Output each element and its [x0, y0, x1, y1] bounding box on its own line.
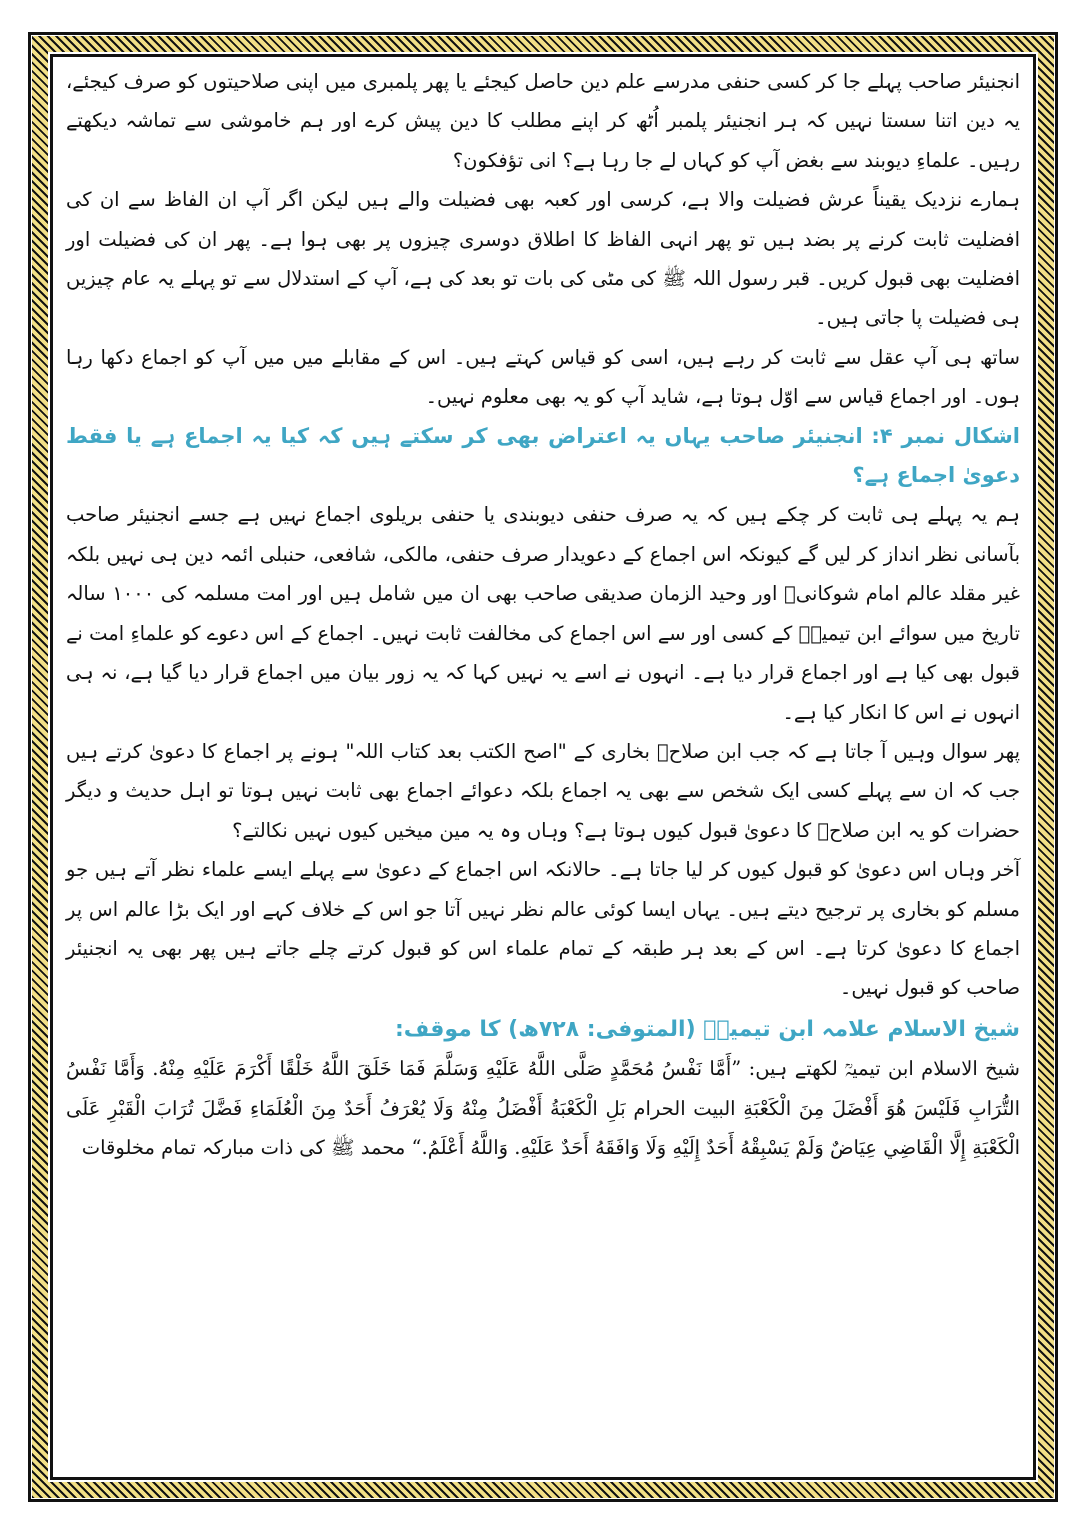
heading-ibn-taymiyyah: شیخ الاسلام علامہ ابن تیمیہؒ (المتوفی: ۷۲۸ھ) کا موقف:	[394, 1016, 1020, 1042]
heading-ishkal-4: اشکال نمبر ۴: انجنیئر صاحب یہاں یہ اعتراض بھی کر سکتے ہیں کہ کیا یہ اجماع ہے یا فقط دعویٰ اجماع ہے؟	[66, 423, 1020, 488]
paragraph-6: آخر وہاں اس دعویٰ کو قبول کیوں کر لیا جاتا ہے۔ حالانکہ اس اجماع کے دعویٰ سے پہلے ایسے علماء نظر آتے ہیں جو مسلم کو بخاری پر ترجیح دیتے ہیں۔ یہاں ایسا کوئی عالم نظر نہیں آتا جو اس کے خلاف کہے اور ایک بڑا عالم اس پر اجماع کا دعویٰ کرتا ہے۔ اس کے بعد ہر طبقہ کے تمام علماء اس کو قبول کرتے چلے جاتے ہیں پھر بھی یہ انجنیئر صاحب کو قبول نہیں۔	[66, 858, 1020, 1000]
quote-ibn-taymiyyah: شیخ الاسلام ابن تیمیہؒ لکھتے ہیں: ”أَمَّا نَفْسُ مُحَمَّدٍ صَلَّى اللَّهُ عَلَيْهِ وَسَلَّمَ فَمَا خَلَقَ اللَّهُ خَلْقًا أَكْرَمَ عَلَيْهِ مِنْهُ. وَأَمَّا نَفْسُ التُّرَابِ فَلَيْسَ هُوَ أَفْضَلَ مِنَ الْكَعْبَةِ البيت الحرام بَلِ الْكَعْبَةُ أَفْضَلُ مِنْهُ وَلَا يُعْرَفُ أَحَدٌ مِنَ الْعُلَمَاءِ فَضَّلَ تُرَابَ الْقَبْرِ عَلَى الْكَعْبَةِ إِلَّا الْقَاضِي عِيَاضٌ وَلَمْ يَسْبِقْهُ أَحَدٌ إِلَيْهِ وَلَا وَافَقَهُ أَحَدٌ عَلَيْهِ. وَاللَّهُ أَعْلَمُ.“ محمد ﷺ کی ذات مبارکہ تمام مخلوقات	[66, 1057, 1020, 1159]
paragraph-1: انجنیئر صاحب پہلے جا کر کسی حنفی مدرسے علم دین حاصل کیجئے یا پھر پلمبری میں اپنی صلاحیتوں کو صرف کیجئے، یہ دین اتنا سستا نہیں کہ ہر انجنیئر پلمبر اُٹھ کر اپنے مطلب کا دین پیش کرے اور ہم خاموشی سے تماشہ دیکھتے رہیں۔ علماءِ دیوبند سے بغض آپ کو کہاں لے جا رہا ہے؟ انی تؤفکون؟	[66, 70, 1020, 172]
paragraph-5: پھر سوال وہیں آ جاتا ہے کہ جب ابن صلاحؒ بخاری کے "اصح الکتب بعد کتاب اللہ" ہونے پر اجماع کا دعویٰ کرتے ہیں جب کہ ان سے پہلے کسی ایک شخص سے بھی یہ اجماع بلکہ دعوائے اجماع بھی ثابت نہیں ہوتا تو اہل حدیث و دیگر حضرات کو یہ ابن صلاحؒ کا دعویٰ قبول کیوں ہوتا ہے؟ وہاں وہ یہ مین میخیں کیوں نہیں نکالتے؟	[66, 739, 1020, 842]
paragraph-4: ہم یہ پہلے ہی ثابت کر چکے ہیں کہ یہ صرف حنفی دیوبندی یا حنفی بریلوی اجماع نہیں ہے جسے انجنیئر صاحب بآسانی نظر انداز کر لیں گے کیونکہ اس اجماع کے دعویدار صرف حنفی، مالکی، شافعی، حنبلی ائمہ دین ہی نہیں بلکہ غیر مقلد عالم امام شوکانیؒ اور وحید الزمان صدیقی صاحب بھی ان میں شامل ہیں اور امت مسلمہ کی ۱۰۰۰ سالہ تاریخ میں سوائے ابن تیمیہؒ کے کسی اور سے اس اجماع کی مخالفت ثابت نہیں۔ اجماع کے اس دعوے کو علماءِ امت نے قبول بھی کیا ہے اور اجماع قرار دیا ہے۔ انہوں نے اسے یہ نہیں کہا کہ یہ زور بیان میں اجماع قرار دیا گیا ہے، نہ ہی انہوں نے اس کا انکار کیا ہے۔	[66, 503, 1020, 724]
paragraph-2: ہمارے نزدیک یقیناً عرش فضیلت والا ہے، کرسی اور کعبہ بھی فضیلت والے ہیں لیکن اگر آپ ان الفاظ سے ان کی افضلیت ثابت کرنے پر بضد ہیں تو پھر انہی الفاظ کا اطلاق دوسری چیزوں پر بھی ہوا ہے۔ پھر ان کی فضیلت اور افضلیت بھی قبول کریں۔ قبر رسول اللہ ﷺ کی مٹی کی بات تو بعد کی ہے، آپ کے استدلال سے تو پہلے یہ عام چیزیں ہی فضیلت پا جاتی ہیں۔	[66, 188, 1020, 330]
paragraph-3: ساتھ ہی آپ عقل سے ثابت کر رہے ہیں، اسی کو قیاس کہتے ہیں۔ اس کے مقابلے میں میں آپ کو اجماع دکھا رہا ہوں۔ اور اجماع قیاس سے اوّل ہوتا ہے، شاید آپ کو یہ بھی معلوم نہیں۔	[66, 345, 1020, 409]
document-body	[66, 62, 1020, 1462]
